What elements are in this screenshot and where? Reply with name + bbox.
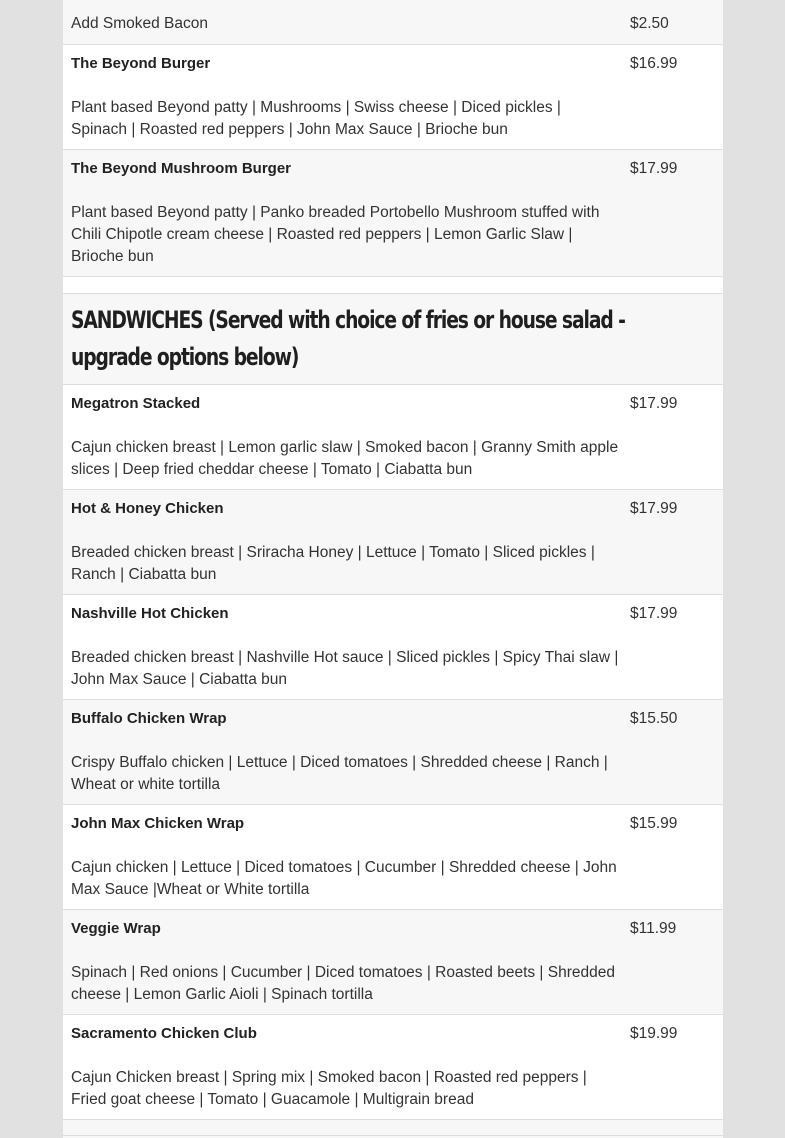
menu-item-row bbox=[63, 490, 723, 595]
addon-price: $2.50 bbox=[630, 15, 669, 32]
item-name: Buffalo Chicken Wrap bbox=[71, 710, 227, 727]
item-name: Nashville Hot Chicken bbox=[71, 605, 229, 622]
item-description: Crispy Buffalo chicken | Lettuce | Diced tomatoes | Shredded cheese | Ranch | Wheat or white tortilla bbox=[71, 754, 608, 793]
section-header bbox=[63, 293, 723, 385]
addon-label: Add Smoked Bacon bbox=[71, 15, 209, 32]
item-name: Veggie Wrap bbox=[71, 920, 161, 937]
item-description: Breaded chicken breast | Nashville Hot sauce | Sliced pickles | Spicy Thai slaw | John Max Sauce | Ciabatta bun bbox=[71, 649, 619, 688]
item-price: $19.99 bbox=[630, 1025, 678, 1042]
row-divider bbox=[63, 1135, 723, 1136]
item-name: The Beyond Burger bbox=[71, 55, 211, 72]
item-description: Plant based Beyond patty | Panko breaded Portobello Mushroom stuffed with Chili Chipotle cream cheese | Roasted red peppers | Lemon Garlic Slaw | Brioche bun bbox=[71, 204, 600, 265]
menu-item-row bbox=[63, 595, 723, 700]
section-spacer bbox=[63, 277, 723, 294]
item-price: $15.99 bbox=[630, 815, 678, 832]
item-description: Cajun Chicken breast | Spring mix | Smoked bacon | Roasted red peppers | Fried goat cheese | Tomato | Guacamole | Multigrain bread bbox=[71, 1069, 587, 1108]
item-price: $15.50 bbox=[630, 710, 678, 727]
item-name: The Beyond Mushroom Burger bbox=[71, 160, 292, 177]
item-price: $17.99 bbox=[630, 160, 678, 177]
section-title: SANDWICHES (Served with choice of fries or house salad - upgrade options below) bbox=[71, 306, 625, 371]
item-price: $11.99 bbox=[630, 920, 677, 937]
item-description: Cajun chicken | Lettuce | Diced tomatoes | Cucumber | Shredded cheese | John Max Sauce |Wheat or White tortilla bbox=[71, 859, 617, 898]
menu-item-row bbox=[63, 0, 723, 45]
item-name: Sacramento Chicken Club bbox=[71, 1025, 257, 1042]
menu-item-row bbox=[63, 1015, 723, 1120]
menu-item-row bbox=[63, 385, 723, 490]
item-name: John Max Chicken Wrap bbox=[71, 815, 245, 832]
menu-item-row bbox=[63, 805, 723, 910]
item-price: $17.99 bbox=[630, 500, 678, 517]
item-name: Hot & Honey Chicken bbox=[71, 500, 224, 517]
menu-item-row bbox=[63, 700, 723, 805]
menu-item-row bbox=[63, 910, 723, 1015]
item-price: $16.99 bbox=[630, 55, 678, 72]
item-price: $17.99 bbox=[630, 395, 678, 412]
item-description: Spinach | Red onions | Cucumber | Diced tomatoes | Roasted beets | Shredded cheese | Lemon Garlic Aioli | Spinach tortilla bbox=[71, 964, 615, 1003]
item-description: Breaded chicken breast | Sriracha Honey | Lettuce | Tomato | Sliced pickles | Ranch | Ciabatta bun bbox=[71, 544, 595, 583]
menu-item-row bbox=[63, 150, 723, 277]
menu-item-row bbox=[63, 45, 723, 150]
menu-panel bbox=[63, 0, 723, 1138]
item-description: Cajun chicken breast | Lemon garlic slaw | Smoked bacon | Granny Smith apple slices | Deep fried cheddar cheese | Tomato | Ciabatta bun bbox=[71, 439, 619, 478]
item-description: Plant based Beyond patty | Mushrooms | Swiss cheese | Diced pickles | Spinach | Roasted red peppers | John Max Sauce | Brioche bun bbox=[71, 99, 561, 138]
item-name: Megatron Stacked bbox=[71, 395, 201, 412]
item-price: $17.99 bbox=[630, 605, 678, 622]
